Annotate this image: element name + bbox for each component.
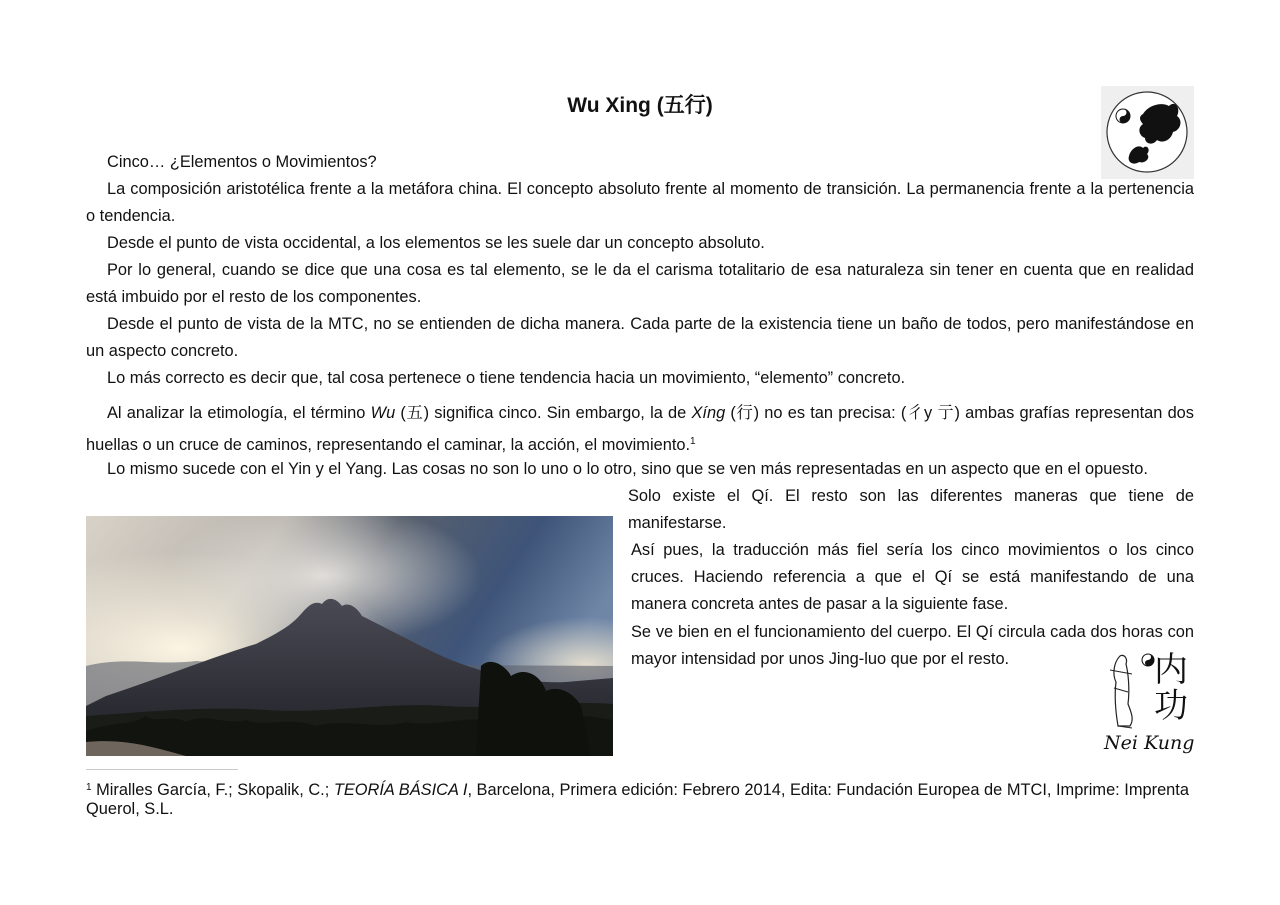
nei-kung-caption: Nei Kung (1104, 732, 1195, 754)
paragraph-yin-yang: Lo mismo sucede con el Yin y el Yang. Las cosas no son lo uno o lo otro, sino que se ven más representadas en un aspecto que en el opuesto. (107, 460, 1148, 478)
footnote: $^1$ Miralles García, F.; Skopalik, C.; TEORÍA BÁSICA I, Barcelona, Primera edición: Febrero 2014, Edita: Fundación Europea de MTCI, Imprime: Imprenta Querol, S.L. (86, 781, 1189, 818)
footnote-divider (86, 769, 238, 770)
term-xing: Xíng (691, 404, 726, 422)
paragraph-etymology: Al analizar la etimología, el término Wu (五) significa cinco. Sin embargo, la de Xíng (行) no es tan precisa: (彳y 亍) ambas grafías representan dos huellas o un cruce de caminos, representando el caminar, la acción, el movimiento.$^1$ (86, 404, 1194, 454)
nei-kung-logo (1098, 648, 1198, 758)
footnote-number: 1 (86, 782, 92, 793)
footnote-reference: 1 (690, 436, 696, 447)
paragraph-intro-question: Cinco… ¿Elementos o Movimientos? (107, 153, 377, 171)
paragraph-only-qi: Solo existe el Qí. El resto son las diferentes maneras que tiene de manifestarse. (628, 487, 1194, 532)
term-wu: Wu (370, 404, 396, 422)
paragraph-western-view: Desde el punto de vista occidental, a los elementos se les suele dar un concepto absoluto. (107, 234, 765, 252)
paragraph-general-element: Por lo general, cuando se dice que una cosa es tal elemento, se le da el carisma totalitario de esa naturaleza sin tener en cuenta que en realidad está imbuido por el resto de los componentes. (86, 261, 1194, 306)
paragraph-correct-statement: Lo más correcto es decir que, tal cosa pertenece o tiene tendencia hacia un movimiento, “elemento” concreto. (107, 369, 906, 387)
paragraph-aristotelian-composition: La composición aristotélica frente a la metáfora china. El concepto absoluto frente al momento de transición. La permanencia frente a la pertenencia o tendencia. (86, 180, 1194, 225)
paragraph-translation: Así pues, la traducción más fiel sería los cinco movimientos o los cinco cruces. Haciendo referencia a que el Qí se está manifestando de una manera concreta antes de pasar a la siguiente fase. (631, 541, 1194, 613)
nei-kung-chinese-characters: 内功 (1154, 650, 1188, 726)
mountain-photo (86, 516, 613, 756)
footnote-book-title: TEORÍA BÁSICA I (333, 781, 468, 799)
paragraph-mtc-view: Desde el punto de vista de la MTC, no se entienden de dicha manera. Cada parte de la existencia tiene un baño de todos, pero manifestándose en un aspecto concreto. (86, 315, 1194, 360)
paragraph-body-function: Se ve bien en el funcionamiento del cuerpo. El Qí circula cada dos horas con mayor intensidad por unos Jing-luo que por el resto. (631, 623, 1194, 668)
page-title: Wu Xing (五行) (567, 94, 713, 117)
